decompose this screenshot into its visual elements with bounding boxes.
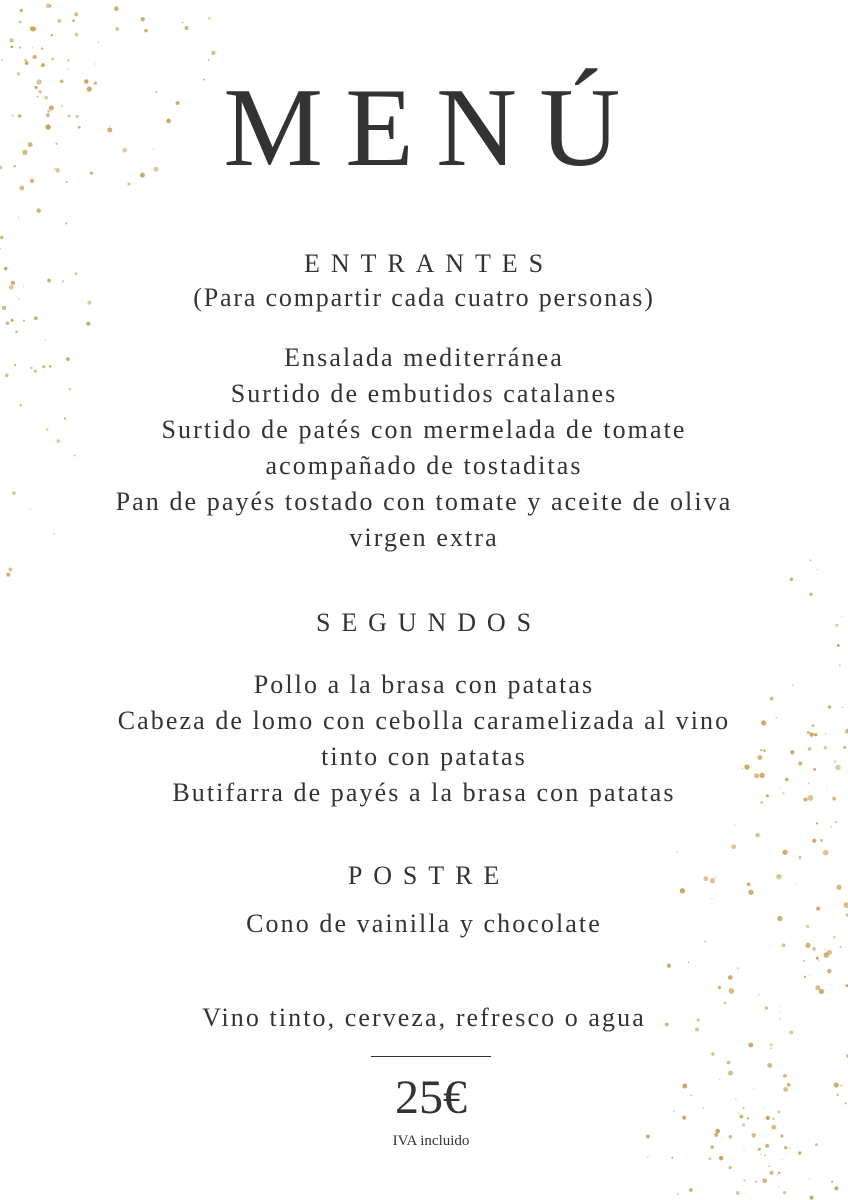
drinks-line: Vino tinto, cerveza, refresco o agua [202, 1003, 646, 1032]
menu-item: virgen extra [349, 523, 499, 552]
menu-title: MENÚ [223, 66, 643, 190]
menu-item: Cono de vainilla y chocolate [246, 909, 602, 938]
menu-item: Surtido de patés con mermelada de tomate [161, 415, 687, 444]
menu-item: acompañado de tostaditas [265, 451, 583, 480]
section-heading-entrantes: ENTRANTES [304, 249, 554, 278]
section-note-entrantes: (Para compartir cada cuatro personas) [193, 283, 655, 312]
menu-item: Cabeza de lomo con cebolla caramelizada al vino [117, 706, 731, 735]
postre-list [0, 906, 848, 942]
entrantes-list [0, 340, 848, 556]
menu-item: Pan de payés tostado con tomate y aceite de oliva [115, 487, 733, 516]
section-heading-segundos: SEGUNDOS [315, 608, 543, 637]
menu-item: Surtido de embutidos catalanes [230, 379, 618, 408]
price-divider [371, 1056, 491, 1057]
menu-item: Ensalada mediterránea [284, 343, 564, 372]
menu-item: tinto con patatas [321, 742, 527, 771]
price: 25€ [395, 1071, 467, 1124]
tax-note: IVA incluido [392, 1133, 470, 1149]
menu-item: Butifarra de payés a la brasa con patatas [172, 778, 676, 807]
section-heading-postre: POSTRE [347, 861, 511, 890]
segundos-list [0, 667, 848, 811]
menu-item: Pollo a la brasa con patatas [253, 670, 595, 699]
